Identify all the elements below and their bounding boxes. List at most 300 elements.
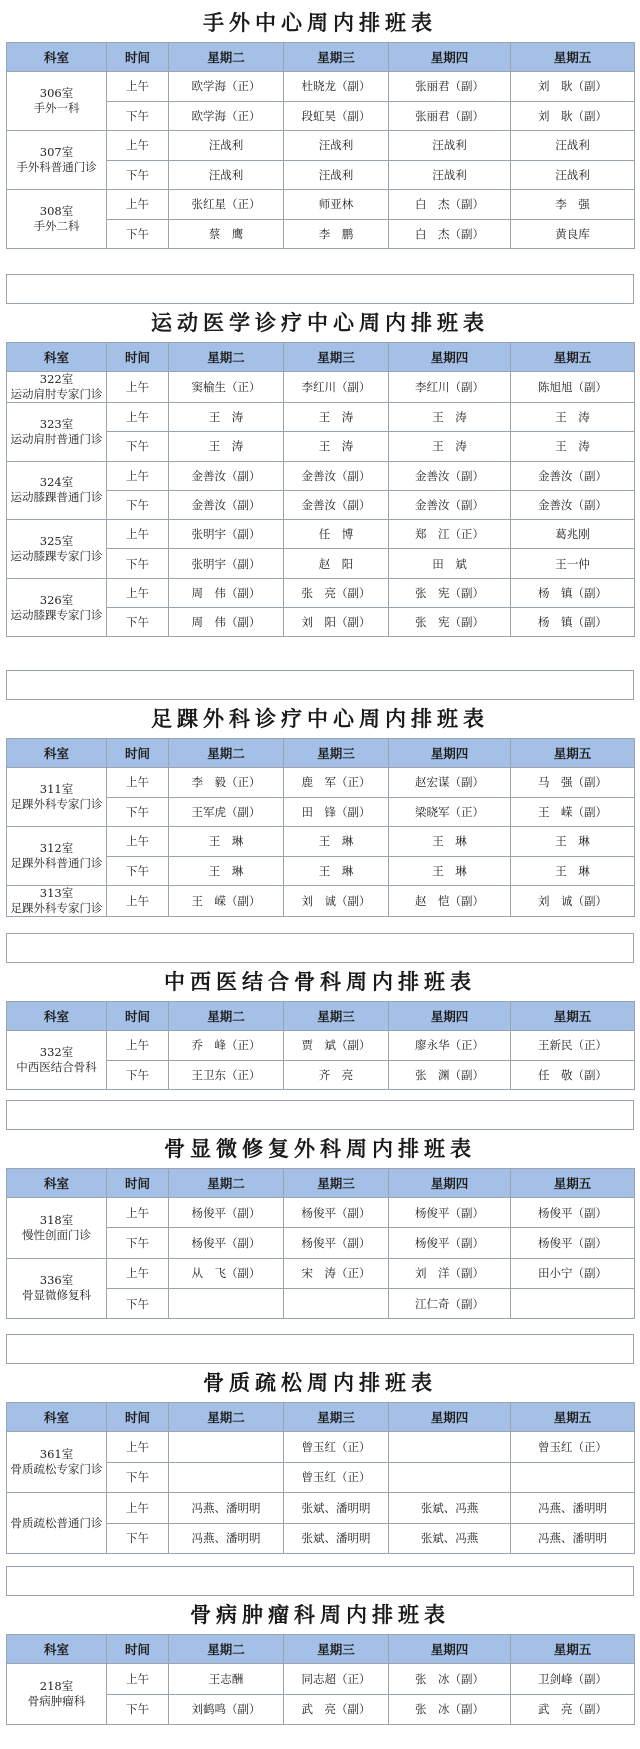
doctor-cell: 汪战利 [284, 160, 389, 190]
doctor-cell: 任 博 [284, 520, 389, 549]
time-cell: 上午 [107, 1493, 169, 1524]
doctor-cell: 鹿 军（正） [284, 768, 389, 798]
doctor-cell: 杨俊平（副） [284, 1228, 389, 1258]
doctor-cell [511, 1288, 635, 1318]
doctor-cell: 金善汝（副） [511, 461, 635, 490]
room-cell [7, 886, 107, 917]
header-day: 星期三 [284, 1635, 389, 1664]
header-day: 星期二 [169, 739, 284, 768]
header-dept: 科室 [7, 739, 107, 768]
doctor-cell: 任 敬（副） [511, 1060, 635, 1090]
section-spacer [6, 1334, 634, 1364]
doctor-cell: 陈旭旭（副） [511, 372, 635, 403]
header-time: 时间 [107, 1635, 169, 1664]
doctor-cell: 张丽君（副） [389, 72, 511, 102]
doctor-cell: 宋 涛（正） [284, 1258, 389, 1288]
doctor-cell: 冯燕、潘明明 [169, 1493, 284, 1524]
header-day: 星期三 [284, 1403, 389, 1432]
header-time: 时间 [107, 343, 169, 372]
header-day: 星期三 [284, 1169, 389, 1198]
header-day: 星期二 [169, 43, 284, 72]
doctor-cell: 同志超（正） [284, 1664, 389, 1695]
doctor-cell [284, 1288, 389, 1318]
doctor-cell: 杨 镇（副） [511, 608, 635, 637]
doctor-cell: 段虹昊（副） [284, 101, 389, 131]
doctor-cell [169, 1288, 284, 1318]
header-dept: 科室 [7, 1635, 107, 1664]
doctor-cell: 刘 阳（副） [284, 608, 389, 637]
schedule-table [6, 1001, 635, 1090]
section-title: 中西医结合骨科周内排班表 [164, 969, 476, 994]
table-header-row [7, 1002, 635, 1031]
doctor-cell: 冯燕、潘明明 [169, 1523, 284, 1554]
table-row [7, 1493, 635, 1524]
header-day: 星期四 [389, 1169, 511, 1198]
doctor-cell: 王 涛 [511, 403, 635, 432]
schedule-section [6, 1364, 634, 1554]
doctor-cell: 张斌、潘明明 [284, 1523, 389, 1554]
time-cell: 上午 [107, 461, 169, 490]
doctor-cell: 武 亮（副） [284, 1694, 389, 1725]
doctor-cell: 田小宁（副） [511, 1258, 635, 1288]
header-day: 星期五 [511, 1403, 635, 1432]
doctor-cell: 张 宪（副） [389, 608, 511, 637]
time-cell: 下午 [107, 608, 169, 637]
room-name: 运动肩肘普通门诊 [10, 431, 103, 446]
schedule-section [6, 963, 634, 1090]
header-day: 星期五 [511, 1002, 635, 1031]
doctor-cell: 王 涛 [284, 403, 389, 432]
table-row [7, 461, 635, 490]
table-row [7, 403, 635, 432]
table-row [7, 372, 635, 403]
header-day: 星期四 [389, 1635, 511, 1664]
time-cell: 下午 [107, 1694, 169, 1725]
doctor-cell: 王 琳 [169, 856, 284, 886]
header-time: 时间 [107, 1403, 169, 1432]
doctor-cell: 赵宏谋（副） [389, 768, 511, 798]
table-row [7, 131, 635, 161]
time-cell: 上午 [107, 190, 169, 220]
room-name: 足踝外科专家门诊 [10, 901, 103, 915]
time-cell: 下午 [107, 856, 169, 886]
room-name: 骨病肿瘤科 [27, 1694, 86, 1708]
doctor-cell: 王 涛 [389, 432, 511, 461]
room-cell [7, 461, 107, 520]
room-number: 332室 [39, 1045, 74, 1059]
room-name: 足踝外科普通门诊 [10, 856, 103, 870]
doctor-cell: 王 涛 [284, 432, 389, 461]
room-number: 306室 [39, 86, 74, 100]
time-cell: 下午 [107, 432, 169, 461]
doctor-cell: 欧学海（正） [169, 101, 284, 131]
time-cell: 上午 [107, 886, 169, 917]
table-row [7, 520, 635, 549]
doctor-cell: 赵 阳 [284, 549, 389, 578]
room-cell [7, 72, 107, 131]
doctor-cell: 师亚林 [284, 190, 389, 220]
room-name: 骨质疏松专家门诊 [10, 1462, 103, 1476]
schedule-table [6, 1402, 635, 1554]
header-time: 时间 [107, 739, 169, 768]
room-cell [7, 578, 107, 637]
doctor-cell: 马 强（副） [511, 768, 635, 798]
doctor-cell: 王一仲 [511, 549, 635, 578]
doctor-cell: 杨俊平（副） [389, 1198, 511, 1228]
doctor-cell: 汪战利 [511, 160, 635, 190]
header-day: 星期二 [169, 1002, 284, 1031]
time-cell: 上午 [107, 520, 169, 549]
room-number: 311室 [39, 782, 74, 796]
room-name: 慢性创面门诊 [22, 1227, 91, 1242]
doctor-cell: 王 琳 [284, 827, 389, 857]
room-cell [7, 403, 107, 462]
room-cell [7, 372, 107, 403]
doctor-cell: 张 渊（副） [389, 1060, 511, 1090]
doctor-cell: 杨俊平（副） [169, 1228, 284, 1258]
doctor-cell: 杨俊平（副） [511, 1228, 635, 1258]
room-name: 运动膝踝专家门诊 [10, 548, 103, 563]
doctor-cell: 张明宇（副） [169, 520, 284, 549]
room-name: 手外二科 [33, 219, 80, 233]
doctor-cell: 金善汝（副） [389, 461, 511, 490]
room-name: 运动肩肘专家门诊 [10, 387, 103, 401]
doctor-cell: 汪战利 [389, 160, 511, 190]
time-cell: 下午 [107, 160, 169, 190]
table-header-row [7, 1635, 635, 1664]
doctor-cell: 葛兆刚 [511, 520, 635, 549]
doctor-cell: 王 涛 [511, 432, 635, 461]
doctor-cell: 王 琳 [389, 856, 511, 886]
schedule-section [6, 1596, 634, 1725]
table-header-row [7, 739, 635, 768]
table-row [7, 768, 635, 798]
header-day: 星期四 [389, 1403, 511, 1432]
header-day: 星期五 [511, 1169, 635, 1198]
room-cell [7, 1031, 107, 1090]
section-spacer [6, 933, 634, 963]
doctor-cell: 杨俊平（副） [511, 1198, 635, 1228]
time-cell: 上午 [107, 372, 169, 403]
doctor-cell: 刘 诚（副） [284, 886, 389, 917]
time-cell: 上午 [107, 1258, 169, 1288]
doctor-cell [389, 1432, 511, 1463]
time-cell: 上午 [107, 403, 169, 432]
doctor-cell: 汪战利 [389, 131, 511, 161]
room-number: 312室 [39, 841, 74, 855]
doctor-cell: 刘 耿（副） [511, 101, 635, 131]
doctor-cell: 李红川（副） [284, 372, 389, 403]
header-day: 星期二 [169, 1635, 284, 1664]
header-day: 星期四 [389, 1002, 511, 1031]
room-name: 骨质疏松普通门诊 [10, 1515, 103, 1530]
doctor-cell: 武 亮（副） [511, 1694, 635, 1725]
section-spacer [6, 274, 634, 304]
room-name: 手外科普通门诊 [16, 160, 97, 174]
doctor-cell: 汪战利 [284, 131, 389, 161]
time-cell: 下午 [107, 549, 169, 578]
schedule-table [6, 342, 635, 637]
time-cell: 上午 [107, 131, 169, 161]
time-cell: 上午 [107, 72, 169, 102]
doctor-cell: 王 琳 [511, 856, 635, 886]
doctor-cell: 王军虎（副） [169, 797, 284, 827]
schedule-table [6, 1168, 635, 1319]
doctor-cell: 王 涛 [169, 403, 284, 432]
time-cell: 上午 [107, 1198, 169, 1228]
doctor-cell: 王 嵘（副） [511, 797, 635, 827]
doctor-cell: 冯燕、潘明明 [511, 1523, 635, 1554]
doctor-cell: 张 冰（副） [389, 1694, 511, 1725]
room-cell [7, 1198, 107, 1259]
doctor-cell: 窦榆生（正） [169, 372, 284, 403]
doctor-cell: 金善汝（副） [169, 490, 284, 519]
doctor-cell: 郑 江（正） [389, 520, 511, 549]
header-day: 星期四 [389, 343, 511, 372]
doctor-cell: 王 涛 [389, 403, 511, 432]
room-cell [7, 520, 107, 579]
header-day: 星期四 [389, 43, 511, 72]
header-day: 星期二 [169, 343, 284, 372]
header-day: 星期五 [511, 739, 635, 768]
time-cell: 上午 [107, 827, 169, 857]
time-cell: 下午 [107, 1288, 169, 1318]
table-row [7, 190, 635, 220]
doctor-cell: 张斌、冯燕 [389, 1523, 511, 1554]
doctor-cell: 张红星（正） [169, 190, 284, 220]
schedule-table [6, 738, 635, 917]
table-row [7, 72, 635, 102]
header-day: 星期三 [284, 43, 389, 72]
doctor-cell: 王卫东（正） [169, 1060, 284, 1090]
schedule-section [6, 4, 634, 249]
doctor-cell: 蔡 鹰 [169, 219, 284, 249]
room-cell [7, 1493, 107, 1554]
time-cell: 下午 [107, 1060, 169, 1090]
time-cell: 上午 [107, 1664, 169, 1695]
schedule-section [6, 700, 634, 917]
header-day: 星期五 [511, 343, 635, 372]
doctor-cell: 廖永华（正） [389, 1031, 511, 1061]
header-time: 时间 [107, 43, 169, 72]
time-cell: 下午 [107, 490, 169, 519]
doctor-cell: 齐 亮 [284, 1060, 389, 1090]
header-day: 星期五 [511, 43, 635, 72]
doctor-cell: 杜晓龙（副） [284, 72, 389, 102]
doctor-cell: 田 锋（副） [284, 797, 389, 827]
doctor-cell: 欧学海（正） [169, 72, 284, 102]
room-number: 218室 [39, 1679, 74, 1693]
doctor-cell: 刘 诚（副） [511, 886, 635, 917]
doctor-cell: 王新民（正） [511, 1031, 635, 1061]
table-header-row [7, 43, 635, 72]
doctor-cell: 汪战利 [511, 131, 635, 161]
header-day: 星期四 [389, 739, 511, 768]
room-cell [7, 131, 107, 190]
time-cell: 下午 [107, 101, 169, 131]
doctor-cell: 王 嵘（副） [169, 886, 284, 917]
doctor-cell: 刘鹤鸣（副） [169, 1694, 284, 1725]
doctor-cell: 李 毅（正） [169, 768, 284, 798]
room-cell [7, 768, 107, 827]
doctor-cell: 从 飞（副） [169, 1258, 284, 1288]
section-spacer [6, 670, 634, 700]
doctor-cell: 王 琳 [284, 856, 389, 886]
doctor-cell: 王 琳 [389, 827, 511, 857]
schedule-section [6, 1130, 634, 1319]
doctor-cell: 张斌、冯燕 [389, 1493, 511, 1524]
doctor-cell: 江仁奇（副） [389, 1288, 511, 1318]
doctor-cell: 王 琳 [169, 827, 284, 857]
table-row [7, 1258, 635, 1288]
doctor-cell: 张 宪（副） [389, 578, 511, 607]
doctor-cell: 黄良库 [511, 219, 635, 249]
header-dept: 科室 [7, 43, 107, 72]
doctor-cell: 白 杰（副） [389, 219, 511, 249]
doctor-cell: 卫剑峰（副） [511, 1664, 635, 1695]
header-day: 星期五 [511, 1635, 635, 1664]
doctor-cell: 李 强 [511, 190, 635, 220]
doctor-cell: 曾玉红（正） [284, 1432, 389, 1463]
time-cell: 上午 [107, 768, 169, 798]
time-cell: 上午 [107, 578, 169, 607]
header-dept: 科室 [7, 1002, 107, 1031]
doctor-cell: 刘 耿（副） [511, 72, 635, 102]
doctor-cell: 王 琳 [511, 827, 635, 857]
doctor-cell: 白 杰（副） [389, 190, 511, 220]
room-number: 307室 [39, 145, 74, 159]
room-name: 中西医结合骨科 [16, 1060, 97, 1074]
section-title: 骨病肿瘤科周内排班表 [190, 1602, 450, 1627]
doctor-cell: 李 鹏 [284, 219, 389, 249]
room-number: 313室 [39, 886, 74, 900]
doctor-cell: 贾 斌（副） [284, 1031, 389, 1061]
room-name: 手外一科 [33, 101, 80, 115]
doctor-cell: 汪战利 [169, 160, 284, 190]
room-number: 325室 [39, 533, 74, 548]
doctor-cell [389, 1462, 511, 1493]
section-title: 手外中心周内排班表 [203, 10, 437, 35]
room-name: 运动膝踝专家门诊 [10, 607, 103, 622]
room-number: 318室 [39, 1212, 74, 1227]
room-name: 骨显微修复科 [22, 1288, 91, 1303]
doctor-cell: 杨俊平（副） [169, 1198, 284, 1228]
doctor-cell: 杨 镇（副） [511, 578, 635, 607]
doctor-cell: 曾玉红（正） [284, 1462, 389, 1493]
time-cell: 下午 [107, 219, 169, 249]
doctor-cell: 赵 恺（副） [389, 886, 511, 917]
doctor-cell: 金善汝（副） [169, 461, 284, 490]
table-row [7, 1031, 635, 1061]
table-row [7, 1198, 635, 1228]
time-cell: 下午 [107, 1523, 169, 1554]
doctor-cell: 金善汝（副） [284, 461, 389, 490]
doctor-cell: 梁晓军（正） [389, 797, 511, 827]
room-cell [7, 1664, 107, 1725]
doctor-cell: 王志酬 [169, 1664, 284, 1695]
doctor-cell: 金善汝（副） [284, 490, 389, 519]
header-day: 星期三 [284, 1002, 389, 1031]
room-number: 326室 [39, 592, 74, 607]
schedule-table [6, 42, 635, 249]
room-number: 323室 [39, 416, 74, 431]
doctor-cell: 周 伟（副） [169, 578, 284, 607]
section-spacer [6, 1100, 634, 1130]
doctor-cell: 冯燕、潘明明 [511, 1493, 635, 1524]
table-row [7, 578, 635, 607]
room-number: 336室 [39, 1273, 74, 1288]
doctor-cell [169, 1432, 284, 1463]
doctor-cell: 周 伟（副） [169, 608, 284, 637]
doctor-cell [169, 1462, 284, 1493]
room-number: 308室 [39, 204, 74, 218]
header-dept: 科室 [7, 1169, 107, 1198]
header-day: 星期三 [284, 739, 389, 768]
doctor-cell: 汪战利 [169, 131, 284, 161]
room-cell [7, 1432, 107, 1493]
section-title: 骨质疏松周内排班表 [203, 1370, 437, 1395]
room-cell [7, 827, 107, 886]
doctor-cell: 金善汝（副） [511, 490, 635, 519]
table-header-row [7, 1169, 635, 1198]
doctor-cell: 金善汝（副） [389, 490, 511, 519]
header-dept: 科室 [7, 1403, 107, 1432]
doctor-cell: 田 斌 [389, 549, 511, 578]
doctor-cell: 张丽君（副） [389, 101, 511, 131]
header-day: 星期三 [284, 343, 389, 372]
schedule-section [6, 304, 634, 637]
section-title: 足踝外科诊疗中心周内排班表 [151, 706, 489, 731]
time-cell: 下午 [107, 1462, 169, 1493]
room-name: 运动膝踝普通门诊 [10, 490, 103, 505]
doctor-cell: 曾玉红（正） [511, 1432, 635, 1463]
time-cell: 下午 [107, 1228, 169, 1258]
header-day: 星期二 [169, 1169, 284, 1198]
doctor-cell: 杨俊平（副） [284, 1198, 389, 1228]
header-time: 时间 [107, 1002, 169, 1031]
section-spacer [6, 1566, 634, 1596]
header-dept: 科室 [7, 343, 107, 372]
table-row [7, 827, 635, 857]
table-row [7, 1664, 635, 1695]
doctor-cell: 张 冰（副） [389, 1664, 511, 1695]
room-number: 322室 [39, 372, 74, 386]
doctor-cell: 乔 峰（正） [169, 1031, 284, 1061]
time-cell: 上午 [107, 1031, 169, 1061]
table-header-row [7, 343, 635, 372]
room-number: 324室 [39, 475, 74, 490]
time-cell: 上午 [107, 1432, 169, 1463]
room-name: 足踝外科专家门诊 [10, 797, 103, 811]
doctor-cell: 杨俊平（副） [389, 1228, 511, 1258]
room-cell [7, 190, 107, 249]
header-day: 星期二 [169, 1403, 284, 1432]
table-row [7, 886, 635, 917]
doctor-cell: 刘 洋（副） [389, 1258, 511, 1288]
header-time: 时间 [107, 1169, 169, 1198]
section-title: 运动医学诊疗中心周内排班表 [151, 310, 489, 335]
table-row [7, 1432, 635, 1463]
doctor-cell: 王 涛 [169, 432, 284, 461]
doctor-cell: 张 亮（副） [284, 578, 389, 607]
doctor-cell: 李红川（副） [389, 372, 511, 403]
schedule-table [6, 1634, 635, 1725]
section-title: 骨显微修复外科周内排班表 [164, 1136, 476, 1161]
table-header-row [7, 1403, 635, 1432]
room-cell [7, 1258, 107, 1319]
doctor-cell [511, 1462, 635, 1493]
time-cell: 下午 [107, 797, 169, 827]
